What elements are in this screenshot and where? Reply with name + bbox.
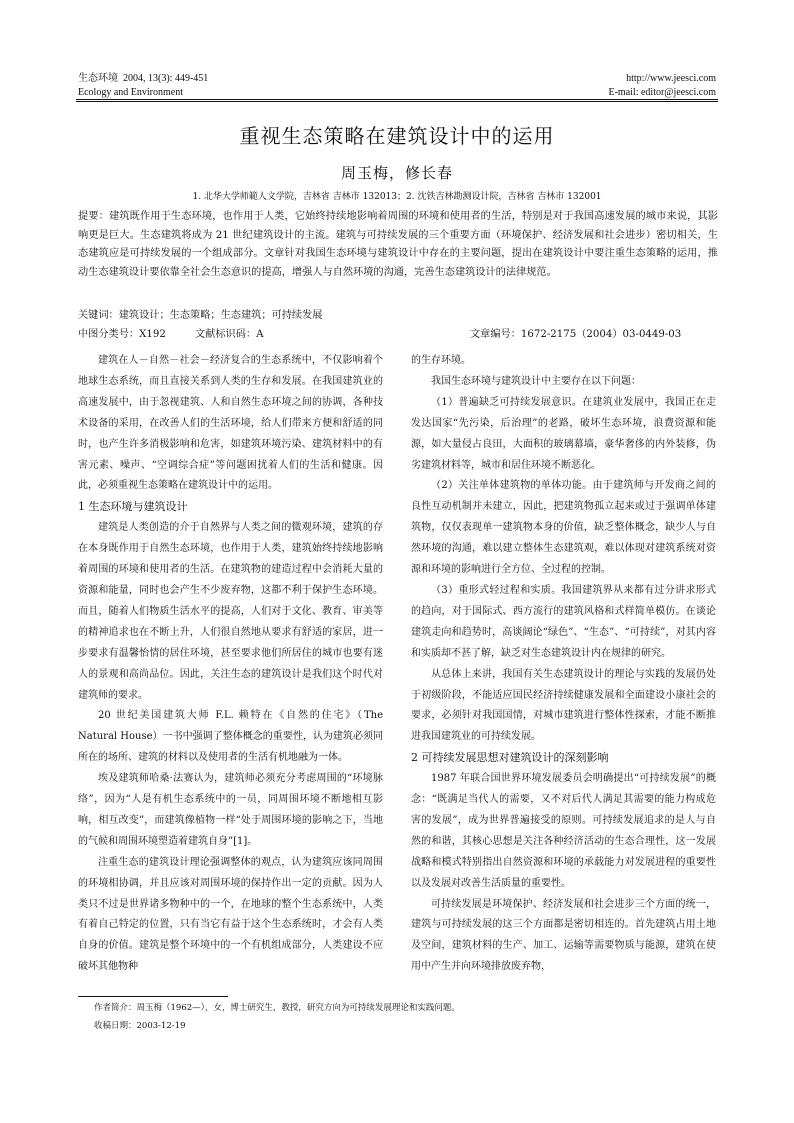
body-paragraph: 的生存环境。 [411, 355, 471, 366]
header-rule-bottom [76, 101, 718, 102]
clc-number: 中图分类号：X192 [78, 329, 166, 340]
body-paragraph: 1987 年联合国世界环境发展委员会明确提出“可持续发展”的概念：“既满足当代人的需要，又不对后代人满足其需要的能力构成危害的发展”，成为世界普遍接受的原则。可持续发展追求的是人与自然的和谐，其核心思想是关注各种经济活动的生态合理性，这一发展战略和模式特别指出自然资源和环境的承载能力对发展进程的重要性以及发展对改善生活质量的重要性。 [411, 773, 716, 889]
body-paragraph: 从总体上来讲，我国有关生态建筑设计的理论与实践的发展仍处于初级阶段，不能适应国民经济持续健康发展和全面建设小康社会的要求，必须针对我国国情，对城市建筑进行整体性探索，才能不断推进我国建筑业的可持续发展。 [411, 668, 716, 743]
body-paragraph: （3）重形式轻过程和实质。我国建筑界从来都有过分讲求形式的趋向，对于国际式、西方流行的建筑风格和式样简单模仿。在谈论建筑走向和趋势时，高谈阔论“绿色”、“生态”、“可持续”，对其内容和实质却不甚了解，缺乏对生态建筑设计内在规律的研究。 [411, 584, 716, 659]
document-code: 文献标识码：A [195, 329, 264, 340]
left-column [78, 351, 383, 978]
journal-email[interactable]: E-mail: editor@jeesci.com [608, 87, 716, 98]
journal-url[interactable]: http://www.jeesci.com [626, 73, 716, 84]
article-number: 文章编号：1672-2175（2004）03-0449-03 [470, 329, 682, 340]
journal-name-cn: 生态环境 [78, 73, 118, 84]
body-paragraph: 建筑在人－自然－社会－经济复合的生态系统中，不仅影响着个地球生态系统，而且直接关系到人类的生存和发展。在我国建筑业的高速发展中，由于忽视建筑、人和自然生态环境之间的协调，各种技术设备的采用，在改善人们的生活环境，给人们带来方便和舒适的同时，也产生许多消极影响和危害，如建筑环境污染、建筑材料中的有害元素、噪声、“空调综合症”等问题困扰着人们的生活和健康。因此，必须重视生态策略在建筑设计中的运用。 [78, 355, 383, 492]
body-paragraph: 可持续发展是环境保护、经济发展和社会进步三个方面的统一，建筑与可持续发展的这三个方面都是密切相连的。首先建筑占用土地及空间，建筑材料的生产、加工、运输等需要物质与能源，建筑在使用中产生并向环境排放废弃物， [411, 898, 716, 973]
paper-authors: 周玉梅，修长春 [340, 164, 453, 182]
body-paragraph: （1）普遍缺乏可持续发展意识。在建筑业发展中，我国正在走发达国家“先污染，后治理”的老路，破坏生态环境，浪费资源和能源，如大量侵占良田，大面积的玻璃幕墙，豪华奢侈的内外装修，伪劣建筑材料等，城市和居住环境不断恶化。 [411, 396, 716, 471]
received-date-footnote: 收稿日期：2003-12-19 [94, 1021, 186, 1031]
author-bio-footnote: 作者简介：周玉梅（1962—），女，博士研究生，教授，研究方向为可持续发展理论和实践问题。 [94, 1003, 460, 1013]
body-paragraph: 埃及建筑师哈桑·法赛认为，建筑师必须充分考虑周围的“环境脉络”，因为“人是有机生态系统中的一员，同周围环境不断地相互影响，相互改变”，而建筑像植物一样“处于周围环境的影响之下，当地的气候和周围环境塑造着建筑自身”[1]。 [78, 773, 383, 847]
body-paragraph: 我国生态环境与建筑设计中主要存在以下问题： [431, 375, 641, 387]
body-paragraph: 注重生态的建筑设计理论强调整体的观点，认为建筑应该同周围的环境相协调，并且应该对周围环境的保持作出一定的贡献。因为人类只不过是世界诸多物种中的一个，在地球的整个生态系统中，人类有着自己特定的位置，只有当它有益于这个生态系统时，才会有人类自身的价值。建筑是整个环境中的一个有机组成部分，人类建设不应破坏其他物种 [78, 856, 383, 973]
paper-title: 重视生态策略在建筑设计中的运用 [239, 124, 555, 148]
citation: 2004, 13(3): 449-451 [123, 73, 209, 84]
keywords: 关键词：建筑设计；生态策略；生态建筑；可持续发展 [78, 310, 323, 321]
right-column [411, 351, 716, 978]
body-paragraph: 20 世纪美国建筑大师 F.L. 赖特在《自然的住宅》（The Natural House）一书中强调了整体概念的重要性，认为建筑必须同所在的场所、建筑的材料以及使用者的生活有机地融为一体。 [78, 710, 383, 764]
journal-citation [78, 72, 208, 85]
body-paragraph: 建筑是人类创造的介于自然界与人类之间的微观环境，建筑的存在本身既作用于自然生态环境，也作用于人类，建筑始终持续地影响着周围的环境和使用者的生活。在建筑物的建造过程中会消耗大量的资源和能量，同时也会产生不少废弃物，这都不利于保护生态环境。而且，随着人们物质生活水平的提高，人们对于文化、教育、审美等的精神追求也在不断上升，人们很自然地从要求有舒适的家居，进一步要求有温馨怡情的居住环境，甚至要求他们所居住的城市也要有迷人的景观和高尚品位。因此，关注生态的建筑设计是我们这个时代对建筑师的要求。 [78, 522, 383, 701]
body-paragraph: （2）关注单体建筑物的单体功能。由于建筑师与开发商之间的良性互动机制并未建立，因此，把建筑物孤立起来或过于强调单体建筑物，仅仅表现单一建筑物本身的价值，缺乏整体概念，缺少人与自然环境的沟通，难以建立整体生态建筑观，难以体现对建筑系统对资源和环境的影响进行全方位、全过程的控制。 [411, 480, 716, 576]
abstract: 提要：建筑既作用于生态环境，也作用于人类，它始终持续地影响着周围的环境和使用者的生活，特别是对于我国高速发展的城市来说，其影响更是巨大。生态建筑将成为 21 世纪建筑设计的主流。建筑与可持续发展的三个重要方面（环境保护、经济发展和社会进步）密切相关，生态建筑应是可持续发展的一个组成部分。文章针对我国生态环境与建筑设计中存在的主要问题，提出在建筑设计中要注重生态策略的运用，推动生态建筑设计要依靠全社会生态意识的提高，增强人与自然环境的沟通，完善生态建筑设计的法律规范。 [78, 211, 718, 278]
journal-name-en: Ecology and Environment [78, 87, 183, 98]
footnote-rule [78, 996, 228, 997]
author-affiliation: 1. 北华大学师範人文学院，吉林省 吉林市 132013；2. 沈铁吉林勘测设计院，吉林省 吉林市 132001 [192, 192, 602, 202]
header-rule-top [76, 99, 718, 100]
section-heading: 2 可持续发展思想对建筑设计的深刻影响 [411, 751, 609, 765]
section-heading: 1 生态环境与建筑设计 [78, 500, 188, 514]
